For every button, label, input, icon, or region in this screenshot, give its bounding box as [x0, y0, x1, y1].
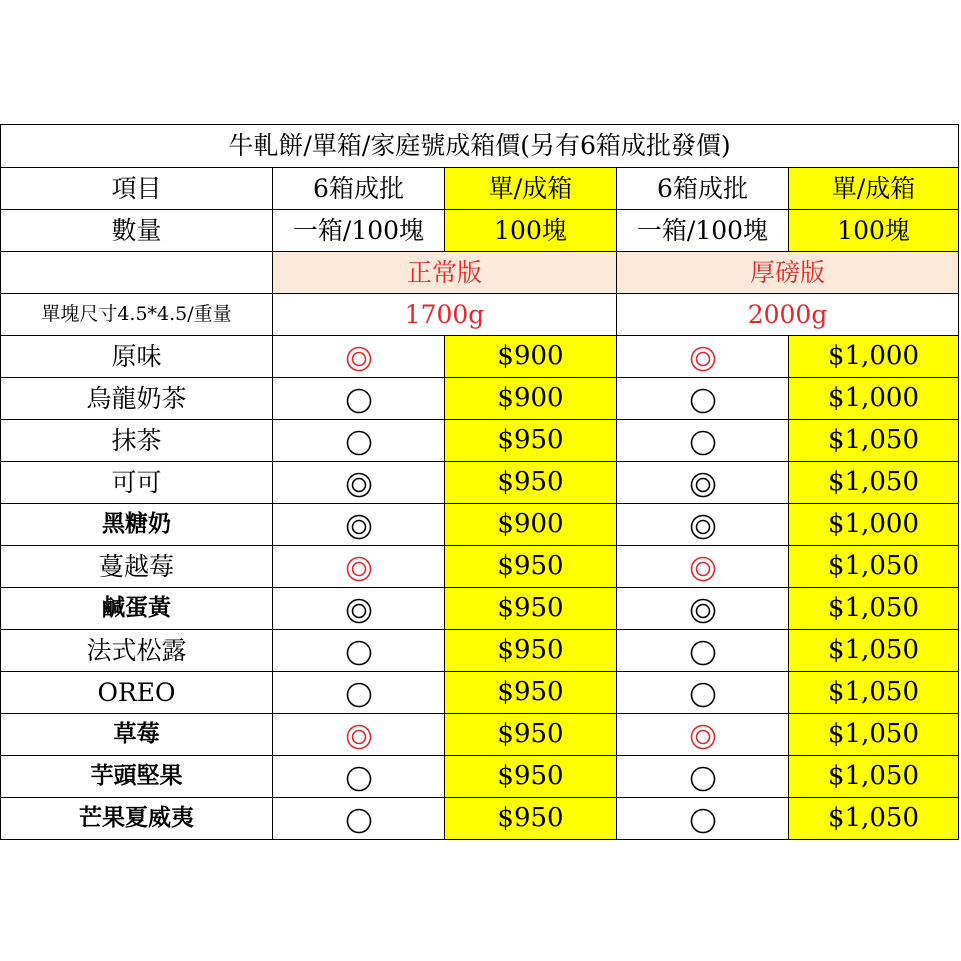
thick-price: $1,000	[789, 378, 959, 420]
normal-price: $950	[445, 672, 617, 714]
normal-price: $950	[445, 546, 617, 588]
price-table	[0, 124, 959, 840]
thick-price: $1,050	[789, 798, 959, 840]
normal-price: $900	[445, 378, 617, 420]
title-row	[1, 125, 959, 168]
flavor-name: 芋頭堅果	[1, 756, 273, 798]
double-circle-icon	[273, 462, 445, 504]
thick-price: $1,050	[789, 462, 959, 504]
header-row	[1, 168, 959, 210]
circle-icon	[617, 378, 789, 420]
item-header: 項目	[1, 168, 273, 210]
price-table-body	[1, 125, 959, 840]
normal-price: $950	[445, 420, 617, 462]
normal-price: $950	[445, 588, 617, 630]
thick-single-header: 單/成箱	[789, 168, 959, 210]
circle-icon	[617, 756, 789, 798]
circle-icon	[617, 672, 789, 714]
thick-price: $1,000	[789, 336, 959, 378]
double-circle-red-icon	[273, 546, 445, 588]
normal-weight: 1700g	[273, 294, 617, 336]
double-circle-icon	[617, 504, 789, 546]
table-row	[1, 756, 959, 798]
table-row	[1, 588, 959, 630]
flavor-name: 芒果夏威夷	[1, 798, 273, 840]
circle-icon	[273, 630, 445, 672]
quantity-row	[1, 210, 959, 252]
thick-single-quantity: 100塊	[789, 210, 959, 252]
double-circle-icon	[617, 462, 789, 504]
normal-price: $950	[445, 714, 617, 756]
circle-icon	[617, 420, 789, 462]
double-circle-red-icon	[617, 714, 789, 756]
flavor-name: 抹茶	[1, 420, 273, 462]
table-row	[1, 504, 959, 546]
double-circle-icon	[617, 588, 789, 630]
table-row	[1, 462, 959, 504]
table-row	[1, 798, 959, 840]
table-row	[1, 714, 959, 756]
circle-icon	[273, 420, 445, 462]
table-row	[1, 546, 959, 588]
flavor-name: 黑糖奶	[1, 504, 273, 546]
double-circle-red-icon	[273, 336, 445, 378]
flavor-name: OREO	[1, 672, 273, 714]
circle-icon	[273, 378, 445, 420]
circle-icon	[273, 672, 445, 714]
thick-price: $1,050	[789, 672, 959, 714]
flavor-name: 草莓	[1, 714, 273, 756]
version-row	[1, 252, 959, 294]
table-row	[1, 630, 959, 672]
double-circle-red-icon	[273, 714, 445, 756]
flavor-name: 可可	[1, 462, 273, 504]
double-circle-icon	[273, 504, 445, 546]
normal-version-label: 正常版	[273, 252, 617, 294]
normal-price: $950	[445, 462, 617, 504]
normal-batch-quantity: 一箱/100塊	[273, 210, 445, 252]
thick-price: $1,050	[789, 420, 959, 462]
thick-price: $1,050	[789, 756, 959, 798]
normal-price: $900	[445, 504, 617, 546]
normal-batch-header: 6箱成批	[273, 168, 445, 210]
table-row	[1, 672, 959, 714]
thick-price: $1,050	[789, 588, 959, 630]
double-circle-red-icon	[617, 336, 789, 378]
double-circle-red-icon	[617, 546, 789, 588]
normal-price: $950	[445, 798, 617, 840]
flavor-name: 烏龍奶茶	[1, 378, 273, 420]
circle-icon	[273, 798, 445, 840]
flavor-name: 蔓越莓	[1, 546, 273, 588]
normal-single-header: 單/成箱	[445, 168, 617, 210]
version-empty-cell	[1, 252, 273, 294]
size-weight-label: 單塊尺寸4.5*4.5/重量	[1, 294, 273, 336]
flavor-name: 原味	[1, 336, 273, 378]
double-circle-icon	[273, 588, 445, 630]
thick-price: $1,050	[789, 630, 959, 672]
thick-weight: 2000g	[617, 294, 959, 336]
thick-batch-quantity: 一箱/100塊	[617, 210, 789, 252]
thick-price: $1,050	[789, 714, 959, 756]
thick-version-label: 厚磅版	[617, 252, 959, 294]
circle-icon	[273, 756, 445, 798]
flavor-name: 法式松露	[1, 630, 273, 672]
circle-icon	[617, 798, 789, 840]
thick-price: $1,050	[789, 546, 959, 588]
size-row	[1, 294, 959, 336]
table-title: 牛軋餅/單箱/家庭號成箱價(另有6箱成批發價)	[1, 125, 959, 168]
flavor-name: 鹹蛋黃	[1, 588, 273, 630]
normal-price: $900	[445, 336, 617, 378]
normal-single-quantity: 100塊	[445, 210, 617, 252]
table-row	[1, 336, 959, 378]
thick-batch-header: 6箱成批	[617, 168, 789, 210]
circle-icon	[617, 630, 789, 672]
table-row	[1, 420, 959, 462]
quantity-label: 數量	[1, 210, 273, 252]
thick-price: $1,000	[789, 504, 959, 546]
normal-price: $950	[445, 756, 617, 798]
table-row	[1, 378, 959, 420]
normal-price: $950	[445, 630, 617, 672]
